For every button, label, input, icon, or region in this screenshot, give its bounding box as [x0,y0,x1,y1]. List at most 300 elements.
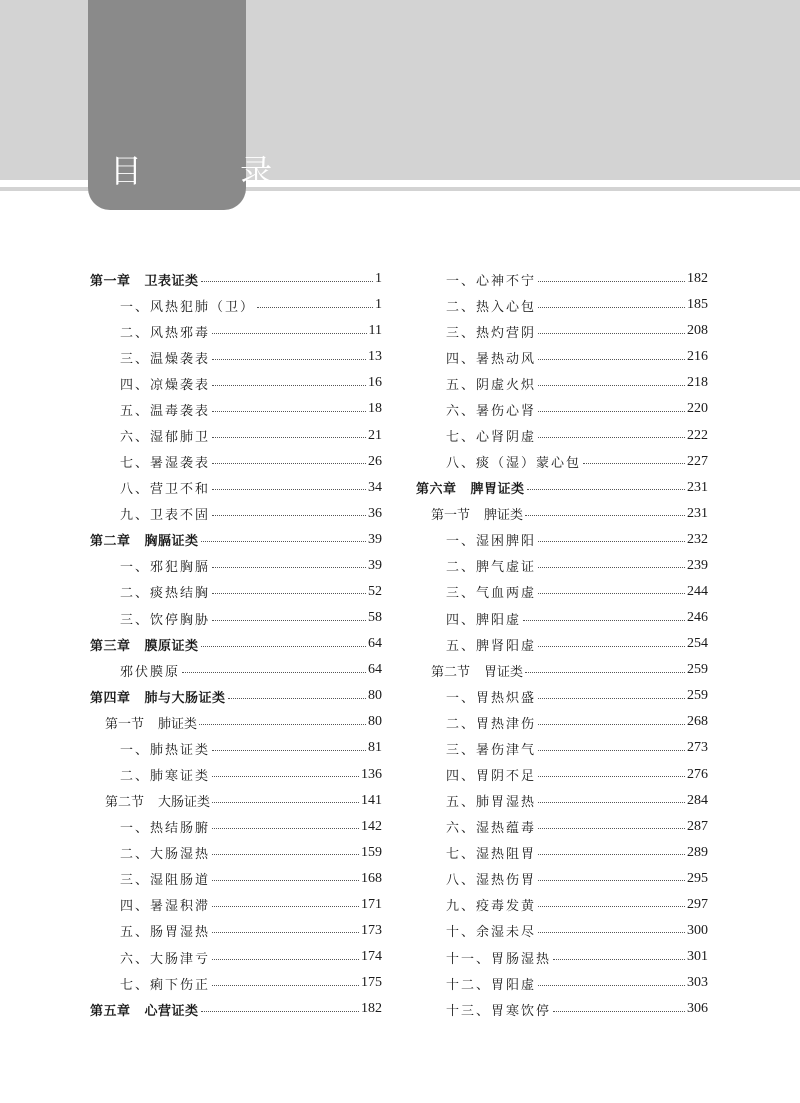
toc-page-number: 171 [361,896,382,912]
toc-entry-section[interactable] [416,501,708,527]
toc-page-number: 13 [368,349,382,365]
dot-leader [538,932,685,933]
toc-entry-label: 十、余湿未尽 [446,925,537,941]
toc-entry-label: 二、胃热津伤 [446,716,537,732]
toc-page-number: 287 [687,818,708,834]
toc-entry-title [446,582,536,601]
dot-leader [212,959,359,960]
toc-entry-title [446,895,536,914]
toc-entry-number: 第一节 [431,508,471,524]
toc-entry-title [120,765,210,784]
toc-entry-label: 脾证类 [484,508,524,524]
toc-entry-title [446,426,536,445]
toc-page-number: 284 [687,792,708,808]
toc-entry-item[interactable] [416,396,708,422]
dot-leader [212,750,366,751]
toc-entry-title [90,635,199,654]
dot-leader [538,593,685,594]
toc-entry-label: 五、温毒袭表 [120,403,211,419]
toc-entry-title [446,843,536,862]
toc-entry-title [105,713,197,732]
toc-entry-title [446,1000,551,1019]
toc-page-number: 268 [687,714,708,730]
toc-entry-item[interactable] [416,605,708,631]
toc-page-number: 273 [687,740,708,756]
dot-leader [228,698,366,699]
dot-leader [538,567,685,568]
dot-leader [212,385,366,386]
toc-entry-title [120,400,210,419]
toc-page-number: 26 [368,453,382,469]
dot-leader [538,437,685,438]
toc-entry-item[interactable] [416,735,708,761]
dot-leader [212,489,366,490]
toc-entry-label: 五、肠胃湿热 [120,925,211,941]
toc-entry-item[interactable] [416,944,708,970]
toc-entry-title [446,869,536,888]
toc-entry-label: 脾胃证类 [470,482,525,498]
dot-leader [212,880,359,881]
toc-entry-label: 一、热结肠腑 [120,821,211,837]
toc-entry-title [120,374,210,393]
dot-leader [538,750,685,751]
toc-entry-number: 第一节 [105,716,145,732]
toc-column-left [90,266,382,1022]
toc-page-number: 64 [368,662,382,678]
toc-entry-item[interactable] [90,657,382,683]
dot-leader [527,489,685,490]
toc-entry-number: 第四章 [90,690,131,706]
toc-entry-label: 二、热入心包 [446,299,537,315]
toc-page-number: 81 [368,740,382,756]
toc-entry-title [446,348,536,367]
toc-entry-label: 肺证类 [158,716,198,732]
toc-page-number: 231 [687,479,708,495]
toc-entry-label: 四、胃阴不足 [446,769,537,785]
toc-entry-label: 胸膈证类 [144,534,199,550]
toc-entry-item[interactable] [416,344,708,370]
dot-leader [201,646,366,647]
toc-entry-chapter[interactable] [90,996,382,1022]
toc-page-number: 39 [368,557,382,573]
dot-leader [212,463,366,464]
toc-entry-label: 三、饮停胸胁 [120,612,211,628]
toc-entry-label: 卫表证类 [144,273,199,289]
toc-entry-item[interactable] [416,527,708,553]
toc-page-number: 159 [361,844,382,860]
toc-entry-item[interactable] [90,396,382,422]
toc-entry-title [446,817,536,836]
toc-entry-label: 九、疫毒发黄 [446,899,537,915]
toc-page-number: 175 [361,975,382,991]
toc-page-number: 185 [687,297,708,313]
dot-leader [553,1011,685,1012]
toc-page-number: 222 [687,427,708,443]
toc-entry-label: 二、脾气虚证 [446,560,537,576]
toc-entry-label: 三、温燥袭表 [120,351,211,367]
toc-page-number: 244 [687,583,708,599]
toc-entry-label: 一、邪犯胸膈 [120,560,211,576]
dot-leader [212,776,359,777]
toc-entry-title [431,661,523,680]
dot-leader [212,620,366,621]
dot-leader [583,463,685,464]
toc-entry-section[interactable] [90,709,382,735]
toc-entry-title [431,504,523,523]
toc-entry-title [446,296,536,315]
toc-entry-label: 四、凉燥袭表 [120,377,211,393]
toc-entry-title [120,661,180,680]
toc-entry-label: 六、大肠津亏 [120,951,211,967]
toc-page-number: 303 [687,975,708,991]
toc-entry-title [120,948,210,967]
toc-entry-item[interactable] [90,449,382,475]
toc-page-number: 300 [687,922,708,938]
toc-entry-title [446,921,536,940]
toc-page-number: 301 [687,949,708,965]
toc-entry-label: 三、暑伤津气 [446,742,537,758]
toc-entry-chapter[interactable] [90,266,382,292]
toc-entry-item[interactable] [90,761,382,787]
toc-entry-label: 五、阴虚火炽 [446,377,537,393]
dot-leader [538,385,685,386]
toc-entry-label: 二、大肠湿热 [120,847,211,863]
dot-leader [538,698,685,699]
toc-page-number: 259 [687,662,708,678]
toc-entry-item[interactable] [90,501,382,527]
toc-entry-title [446,635,536,654]
toc-page-number: 36 [368,505,382,521]
toc-entry-item[interactable] [90,553,382,579]
dot-leader [212,593,366,594]
dot-leader [212,906,359,907]
toc-entry-item[interactable] [416,318,708,344]
dot-leader [212,932,359,933]
toc-entry-title [90,687,226,706]
toc-column-right [416,266,708,1022]
toc-entry-item[interactable] [90,370,382,396]
dot-leader [538,541,685,542]
toc-entry-title [120,582,210,601]
toc-entry-label: 十一、胃肠湿热 [446,951,552,967]
toc-entry-label: 一、胃热炽盛 [446,690,537,706]
toc-entry-label: 邪伏膜原 [120,664,181,680]
toc-entry-item[interactable] [416,918,708,944]
dot-leader [525,672,685,673]
toc-entry-chapter[interactable] [90,683,382,709]
toc-entry-item[interactable] [90,866,382,892]
toc-entry-item[interactable] [416,970,708,996]
toc-entry-label: 四、暑湿积滞 [120,899,211,915]
toc-entry-label: 六、湿热蕴毒 [446,821,537,837]
toc-entry-title [90,530,199,549]
dot-leader [201,1011,359,1012]
toc-page-number: 11 [368,323,382,339]
toc-entry-label: 二、肺寒证类 [120,769,211,785]
toc-entry-label: 八、湿热伤胃 [446,873,537,889]
toc-entry-title [120,504,210,523]
toc-entry-label: 七、痢下伤正 [120,977,211,993]
toc-entry-item[interactable] [416,840,708,866]
toc-entry-title [446,713,536,732]
toc-entry-label: 六、湿郁肺卫 [120,430,211,445]
toc-entry-item[interactable] [90,735,382,761]
toc-entry-label: 二、痰热结胸 [120,586,211,602]
toc-page-number: 18 [368,401,382,417]
toc-entry-item[interactable] [90,422,382,448]
toc-entry-item[interactable] [416,292,708,318]
toc-entry-label: 五、肺胃湿热 [446,795,537,811]
toc-entry-number: 第二章 [90,534,131,550]
toc-entry-label: 七、心肾阴虚 [446,430,537,445]
toc-entry-item[interactable] [416,866,708,892]
toc-page-number: 34 [368,479,382,495]
toc-entry-item[interactable] [416,266,708,292]
toc-entry-number: 第二节 [431,664,471,680]
toc-entry-number: 第二节 [105,795,145,811]
dot-leader [525,515,685,516]
dot-leader [212,359,366,360]
toc-page-number: 174 [361,949,382,965]
toc-entry-title [120,921,210,940]
toc-entry-label: 膜原证类 [144,638,199,654]
toc-page-number: 246 [687,610,708,626]
toc-entry-number: 第三章 [90,638,131,654]
dot-leader [212,515,366,516]
toc-page-number: 58 [368,610,382,626]
toc-page-number: 16 [368,375,382,391]
toc-entry-title [120,556,210,575]
toc-entry-label: 心营证类 [144,1003,199,1019]
toc-entry-label: 八、营卫不和 [120,482,211,498]
toc-page-number: 141 [361,792,382,808]
toc-page-number: 182 [361,1001,382,1017]
toc-entry-label: 二、风热邪毒 [120,325,211,341]
toc-entry-item[interactable] [90,892,382,918]
toc-entry-item[interactable] [416,579,708,605]
toc-page-number: 1 [375,297,382,313]
toc-entry-item[interactable] [90,840,382,866]
toc-entry-title [446,452,581,471]
toc-entry-label: 九、卫表不固 [120,508,211,524]
toc-entry-title [446,739,536,758]
toc-entry-section[interactable] [416,657,708,683]
dot-leader [538,906,685,907]
toc-entry-title [90,1000,199,1019]
toc-page-number: 231 [687,505,708,521]
toc-entry-number: 第一章 [90,273,131,289]
toc-entry-label: 一、风热犯肺（卫） [120,299,256,315]
toc-entry-item[interactable] [90,944,382,970]
toc-page-number: 276 [687,766,708,782]
toc-entry-title [120,817,210,836]
dot-leader [538,411,685,412]
dot-leader [538,359,685,360]
toc-page-number: 52 [368,583,382,599]
toc-page-number: 1 [375,271,382,287]
toc-entry-title [446,322,536,341]
dot-leader [201,281,373,282]
toc-entry-chapter[interactable] [416,475,708,501]
toc-page-number: 306 [687,1001,708,1017]
toc-entry-item[interactable] [90,970,382,996]
dot-leader [538,724,685,725]
toc-entry-item[interactable] [416,761,708,787]
toc-entry-title [120,452,210,471]
toc-entry-title [446,974,536,993]
toc-entry-title [120,348,210,367]
toc-page-number: 289 [687,844,708,860]
toc-entry-title [416,478,525,497]
toc-entry-label: 七、暑湿袭表 [120,456,211,472]
toc-entry-section[interactable] [90,788,382,814]
toc-page-number: 295 [687,870,708,886]
toc-entry-label: 三、热灼营阴 [446,325,537,341]
dot-leader [523,620,685,621]
dot-leader [538,776,685,777]
page-title: 目 录 [110,152,317,190]
toc-entry-item[interactable] [416,683,708,709]
toc-entry-item[interactable] [416,814,708,840]
toc-page-number: 254 [687,636,708,652]
toc-entry-title [446,556,536,575]
toc-entry-title [120,895,210,914]
toc-entry-title [446,687,536,706]
dot-leader [212,802,359,803]
toc-entry-label: 七、湿热阻胃 [446,847,537,863]
toc-entry-item[interactable] [416,892,708,918]
toc-entry-item[interactable] [90,318,382,344]
toc-entry-label: 四、脾阳虚 [446,612,522,628]
title-tab [88,0,317,210]
toc-entry-label: 三、气血两虚 [446,586,537,602]
toc-entry-item[interactable] [416,709,708,735]
toc-entry-item[interactable] [90,918,382,944]
dot-leader [212,828,359,829]
toc-page-number: 220 [687,401,708,417]
dot-leader [182,672,366,673]
toc-entry-label: 一、湿困脾阳 [446,534,537,550]
dot-leader [212,854,359,855]
toc-entry-title [446,374,536,393]
toc-entry-title [120,426,210,445]
toc-page-number: 142 [361,818,382,834]
toc-entry-item[interactable] [90,579,382,605]
toc-entry-item[interactable] [416,996,708,1022]
toc-page-number: 297 [687,896,708,912]
toc-entry-number: 第五章 [90,1003,131,1019]
toc-entry-title [446,948,551,967]
toc-page-number: 21 [368,427,382,443]
toc-entry-label: 十二、胃阳虚 [446,977,537,993]
toc-entry-title [446,530,536,549]
toc-entry-title [120,322,210,341]
dot-leader [538,646,685,647]
toc-entry-title [120,843,210,862]
toc-entry-title [446,400,536,419]
toc-entry-label: 三、湿阻肠道 [120,873,211,889]
toc-entry-title [90,270,199,289]
toc-page-number: 64 [368,636,382,652]
dot-leader [212,333,367,334]
toc-entry-title [120,869,210,888]
toc-entry-title [446,270,536,289]
toc-entry-item[interactable] [416,631,708,657]
toc-page-number: 216 [687,349,708,365]
toc-entry-chapter[interactable] [90,631,382,657]
dot-leader [201,541,366,542]
toc-entry-label: 胃证类 [484,664,524,680]
toc-page-number: 80 [368,714,382,730]
toc-entry-label: 一、心神不宁 [446,273,537,289]
toc-entry-item[interactable] [416,788,708,814]
toc-entry-number: 第六章 [416,482,457,498]
toc-entry-item[interactable] [416,422,708,448]
dot-leader [199,724,366,725]
toc-entry-chapter[interactable] [90,527,382,553]
dot-leader [257,307,373,308]
toc-page-number: 218 [687,375,708,391]
toc-page-number: 39 [368,531,382,547]
toc-page-number: 232 [687,531,708,547]
toc-entry-title [120,739,210,758]
toc-entry-item[interactable] [416,370,708,396]
toc-page-number: 136 [361,766,382,782]
toc-page-number: 239 [687,557,708,573]
toc-entry-title [120,974,210,993]
toc-entry-label: 八、痰（湿）蒙心包 [446,456,582,472]
dot-leader [538,307,685,308]
toc-page-number: 182 [687,271,708,287]
toc-entry-item[interactable] [90,814,382,840]
toc-entry-label: 六、暑伤心肾 [446,403,537,419]
toc-page-number: 173 [361,922,382,938]
toc-entry-label: 一、肺热证类 [120,742,211,758]
toc-page-number: 259 [687,688,708,704]
toc-entry-item[interactable] [416,553,708,579]
toc-page-number: 80 [368,688,382,704]
toc-entry-item[interactable] [90,292,382,318]
toc-entry-title [120,478,210,497]
dot-leader [538,281,685,282]
dot-leader [538,828,685,829]
dot-leader [538,854,685,855]
toc-entry-label: 十三、胃寒饮停 [446,1003,552,1019]
dot-leader [212,437,366,438]
toc-entry-title [105,791,210,810]
toc-entry-item[interactable] [416,449,708,475]
dot-leader [212,411,366,412]
toc-entry-label: 五、脾肾阳虚 [446,638,537,654]
dot-leader [538,333,685,334]
toc-entry-label: 大肠证类 [158,795,211,811]
toc-entry-item[interactable] [90,475,382,501]
toc-entry-title [120,609,210,628]
toc-entry-title [120,296,255,315]
toc-entry-label: 肺与大肠证类 [144,690,226,706]
toc-entry-title [446,765,536,784]
dot-leader [212,567,366,568]
dot-leader [553,959,685,960]
dot-leader [212,985,359,986]
toc-entry-item[interactable] [90,605,382,631]
toc-page-number: 208 [687,323,708,339]
dot-leader [538,802,685,803]
toc-entry-title [446,791,536,810]
toc-entry-label: 四、暑热动风 [446,351,537,367]
toc-entry-item[interactable] [90,344,382,370]
dot-leader [538,985,685,986]
